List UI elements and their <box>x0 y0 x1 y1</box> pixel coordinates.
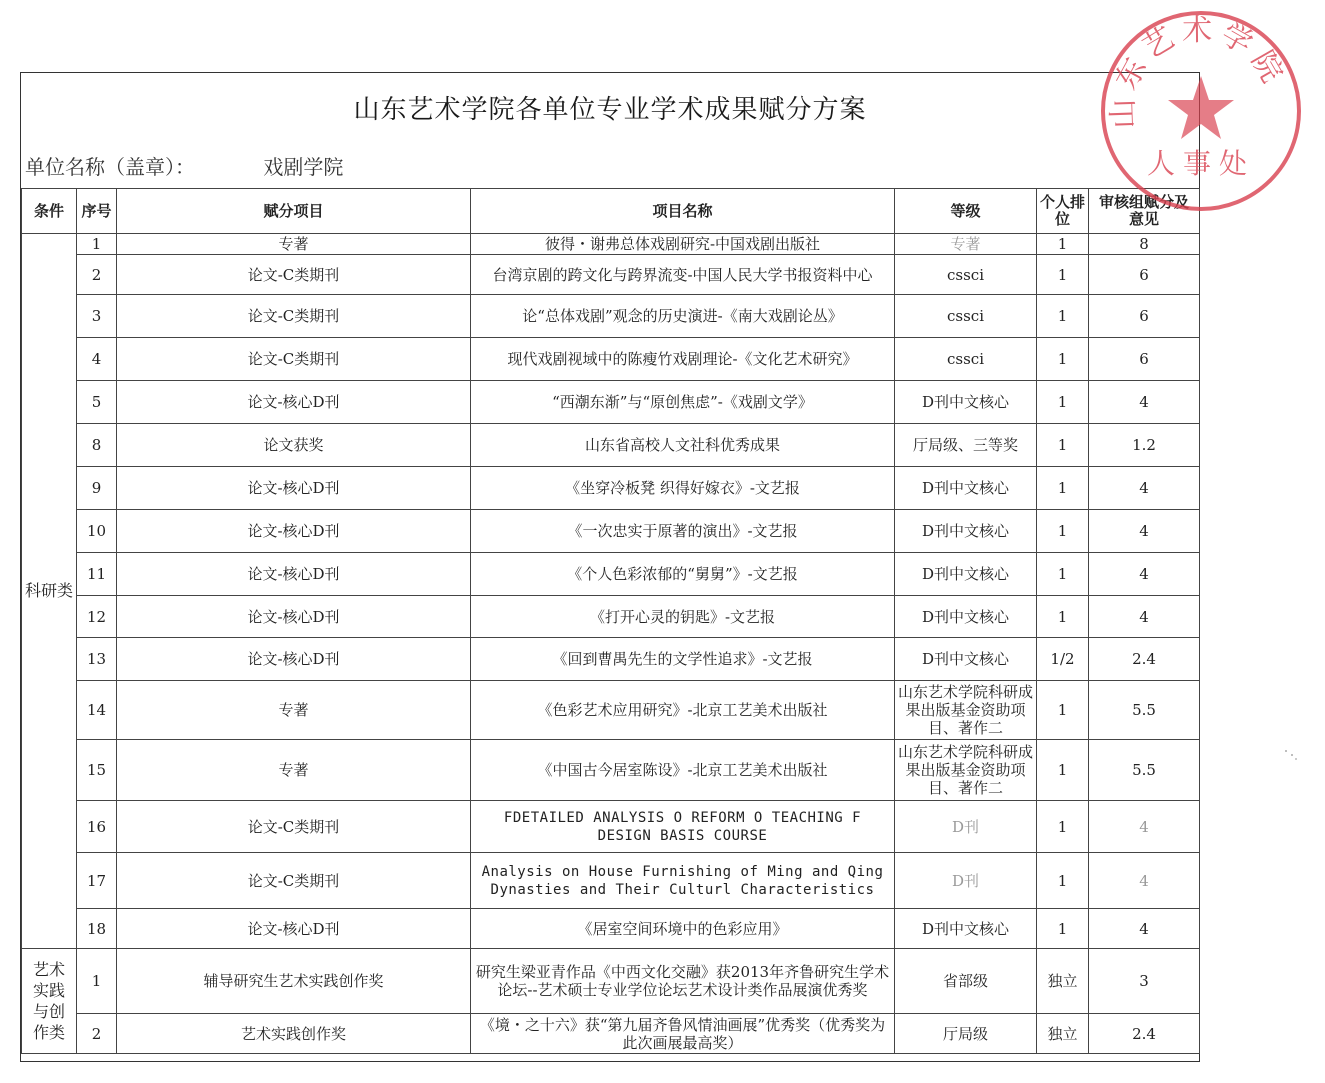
item-cell: 论文-C类期刊 <box>117 295 471 338</box>
seq-cell: 9 <box>77 467 117 510</box>
rank-cell: 1 <box>1037 234 1089 255</box>
item-cell: 论文-核心D刊 <box>117 381 471 424</box>
rank-cell: 1 <box>1037 681 1089 740</box>
score-cell: 6 <box>1089 338 1200 381</box>
score-cell: 5.5 <box>1089 740 1200 801</box>
name-cell: 论“总体戏剧”观念的历史演进-《南大戏剧论丛》 <box>471 295 895 338</box>
header-item: 赋分项目 <box>117 189 471 234</box>
table-row <box>22 801 1200 853</box>
score-cell: 1.2 <box>1089 424 1200 467</box>
score-cell: 5.5 <box>1089 681 1200 740</box>
item-cell: 专著 <box>117 740 471 801</box>
name-cell: “西潮东渐”与“原创焦虑”-《戏剧文学》 <box>471 381 895 424</box>
name-cell: 《打开心灵的钥匙》-文艺报 <box>471 596 895 638</box>
level-cell: 专著 <box>895 234 1037 255</box>
table-row <box>22 596 1200 638</box>
rank-cell: 1 <box>1037 553 1089 596</box>
score-cell: 4 <box>1089 801 1200 853</box>
score-cell: 4 <box>1089 553 1200 596</box>
level-cell: 厅局级 <box>895 1014 1037 1054</box>
rank-cell: 1 <box>1037 338 1089 381</box>
seq-cell: 14 <box>77 681 117 740</box>
document-title: 山东艺术学院各单位专业学术成果赋分方案 <box>353 95 867 125</box>
table-row <box>22 949 1200 1014</box>
item-cell: 论文获奖 <box>117 424 471 467</box>
rank-cell: 1 <box>1037 740 1089 801</box>
table-row <box>22 681 1200 740</box>
level-cell: D刊中文核心 <box>895 467 1037 510</box>
table-row <box>22 381 1200 424</box>
level-cell: 省部级 <box>895 949 1037 1014</box>
seq-cell: 2 <box>77 1014 117 1054</box>
item-cell: 论文-C类期刊 <box>117 255 471 295</box>
level-cell: D刊中文核心 <box>895 638 1037 681</box>
score-cell: 4 <box>1089 467 1200 510</box>
score-cell: 4 <box>1089 909 1200 949</box>
name-cell: 《个人色彩浓郁的“舅舅”》-文艺报 <box>471 553 895 596</box>
category-cell: 科研类 <box>22 234 77 949</box>
name-cell: 研究生梁亚青作品《中西文化交融》获2013年齐鲁研究生学术论坛--艺术硕士专业学位论坛艺术设计类作品展演优秀奖 <box>471 949 895 1014</box>
table-body <box>22 234 1200 1054</box>
svg-text:山东艺术学院: 山东艺术学院 <box>1105 12 1293 130</box>
header-rank: 个人排位 <box>1037 189 1089 234</box>
category-cell: 艺术实践与创作类 <box>22 949 77 1054</box>
rank-cell: 1 <box>1037 381 1089 424</box>
item-cell: 论文-C类期刊 <box>117 801 471 853</box>
seq-cell: 16 <box>77 801 117 853</box>
header-level: 等级 <box>895 189 1037 234</box>
score-cell: 8 <box>1089 234 1200 255</box>
rank-cell: 1 <box>1037 255 1089 295</box>
item-cell: 论文-核心D刊 <box>117 909 471 949</box>
seq-cell: 1 <box>77 949 117 1014</box>
name-cell: 《回到曹禺先生的文学性追求》-文艺报 <box>471 638 895 681</box>
level-cell: 厅局级、三等奖 <box>895 424 1037 467</box>
seq-cell: 1 <box>77 234 117 255</box>
rank-cell: 1 <box>1037 295 1089 338</box>
score-cell: 2.4 <box>1089 638 1200 681</box>
seq-cell: 5 <box>77 381 117 424</box>
seq-cell: 3 <box>77 295 117 338</box>
name-cell: 《居室空间环境中的色彩应用》 <box>471 909 895 949</box>
item-cell: 专著 <box>117 234 471 255</box>
table-row <box>22 1014 1200 1054</box>
table-row <box>22 255 1200 295</box>
name-cell: 《一次忠实于原著的演出》-文艺报 <box>471 510 895 553</box>
level-cell: cssci <box>895 255 1037 295</box>
item-cell: 论文-核心D刊 <box>117 467 471 510</box>
table-row <box>22 740 1200 801</box>
table-row <box>22 909 1200 949</box>
item-cell: 艺术实践创作奖 <box>117 1014 471 1054</box>
seq-cell: 4 <box>77 338 117 381</box>
level-cell: 山东艺术学院科研成果出版基金资助项目、著作二 <box>895 740 1037 801</box>
rank-cell: 1 <box>1037 853 1089 909</box>
score-cell: 6 <box>1089 295 1200 338</box>
score-cell: 3 <box>1089 949 1200 1014</box>
header-score: 审核组赋分及意见 <box>1089 189 1200 234</box>
table-row <box>22 424 1200 467</box>
table-row <box>22 467 1200 510</box>
table-row <box>22 510 1200 553</box>
name-cell: FDETAILED ANALYSIS O REFORM O TEACHING F DESIGN BASIS COURSE <box>471 801 895 853</box>
item-cell: 论文-核心D刊 <box>117 510 471 553</box>
seq-cell: 11 <box>77 553 117 596</box>
seq-cell: 18 <box>77 909 117 949</box>
item-cell: 专著 <box>117 681 471 740</box>
name-cell: 《色彩艺术应用研究》-北京工艺美术出版社 <box>471 681 895 740</box>
level-cell: D刊 <box>895 801 1037 853</box>
item-cell: 论文-核心D刊 <box>117 553 471 596</box>
score-cell: 6 <box>1089 255 1200 295</box>
item-cell: 辅导研究生艺术实践创作奖 <box>117 949 471 1014</box>
level-cell: cssci <box>895 295 1037 338</box>
seq-cell: 12 <box>77 596 117 638</box>
name-cell: 《坐穿冷板凳 织得好嫁衣》-文艺报 <box>471 467 895 510</box>
level-cell: D刊中文核心 <box>895 553 1037 596</box>
item-cell: 论文-核心D刊 <box>117 638 471 681</box>
level-cell: D刊中文核心 <box>895 596 1037 638</box>
level-cell: D刊 <box>895 853 1037 909</box>
unit-label: 单位名称（盖章）： <box>25 155 195 179</box>
table-row <box>22 553 1200 596</box>
header-row <box>22 189 1200 234</box>
table-row <box>22 853 1200 909</box>
seq-cell: 13 <box>77 638 117 681</box>
rank-cell: 1 <box>1037 510 1089 553</box>
table-row <box>22 234 1200 255</box>
svg-text:人事处: 人事处 <box>1146 147 1256 180</box>
seq-cell: 15 <box>77 740 117 801</box>
score-cell: 4 <box>1089 596 1200 638</box>
item-cell: 论文-C类期刊 <box>117 338 471 381</box>
name-cell: 山东省高校人文社科优秀成果 <box>471 424 895 467</box>
score-sheet <box>20 72 1200 1062</box>
score-cell: 4 <box>1089 510 1200 553</box>
header-condition: 条件 <box>22 189 77 234</box>
name-cell: Analysis on House Furnishing of Ming and Qing Dynasties and Their Culturl Characteristics <box>471 853 895 909</box>
name-cell: 《中国古今居室陈设》-北京工艺美术出版社 <box>471 740 895 801</box>
unit-row <box>25 151 343 180</box>
name-cell: 彼得・谢弗总体戏剧研究-中国戏剧出版社 <box>471 234 895 255</box>
score-cell: 4 <box>1089 381 1200 424</box>
level-cell: D刊中文核心 <box>895 510 1037 553</box>
rank-cell: 独立 <box>1037 949 1089 1014</box>
table-row <box>22 638 1200 681</box>
name-cell: 台湾京剧的跨文化与跨界流变-中国人民大学书报资料中心 <box>471 255 895 295</box>
header-seq: 序号 <box>77 189 117 234</box>
seq-cell: 17 <box>77 853 117 909</box>
item-cell: 论文-C类期刊 <box>117 853 471 909</box>
scan-speck <box>1282 745 1302 765</box>
table-row <box>22 338 1200 381</box>
name-cell: 《境・之十六》获“第九届齐鲁风情油画展”优秀奖（优秀奖为此次画展最高奖） <box>471 1014 895 1054</box>
score-cell: 4 <box>1089 853 1200 909</box>
item-cell: 论文-核心D刊 <box>117 596 471 638</box>
level-cell: cssci <box>895 338 1037 381</box>
table-row <box>22 295 1200 338</box>
rank-cell: 1 <box>1037 801 1089 853</box>
seq-cell: 8 <box>77 424 117 467</box>
rank-cell: 1/2 <box>1037 638 1089 681</box>
seq-cell: 2 <box>77 255 117 295</box>
name-cell: 现代戏剧视域中的陈瘦竹戏剧理论-《文化艺术研究》 <box>471 338 895 381</box>
level-cell: D刊中文核心 <box>895 909 1037 949</box>
level-cell: D刊中文核心 <box>895 381 1037 424</box>
score-cell: 2.4 <box>1089 1014 1200 1054</box>
rank-cell: 独立 <box>1037 1014 1089 1054</box>
rank-cell: 1 <box>1037 467 1089 510</box>
rank-cell: 1 <box>1037 909 1089 949</box>
level-cell: 山东艺术学院科研成果出版基金资助项目、著作二 <box>895 681 1037 740</box>
rank-cell: 1 <box>1037 596 1089 638</box>
rank-cell: 1 <box>1037 424 1089 467</box>
unit-value: 戏剧学院 <box>263 155 344 179</box>
score-table <box>21 188 1200 1054</box>
header-name: 项目名称 <box>471 189 895 234</box>
seq-cell: 10 <box>77 510 117 553</box>
